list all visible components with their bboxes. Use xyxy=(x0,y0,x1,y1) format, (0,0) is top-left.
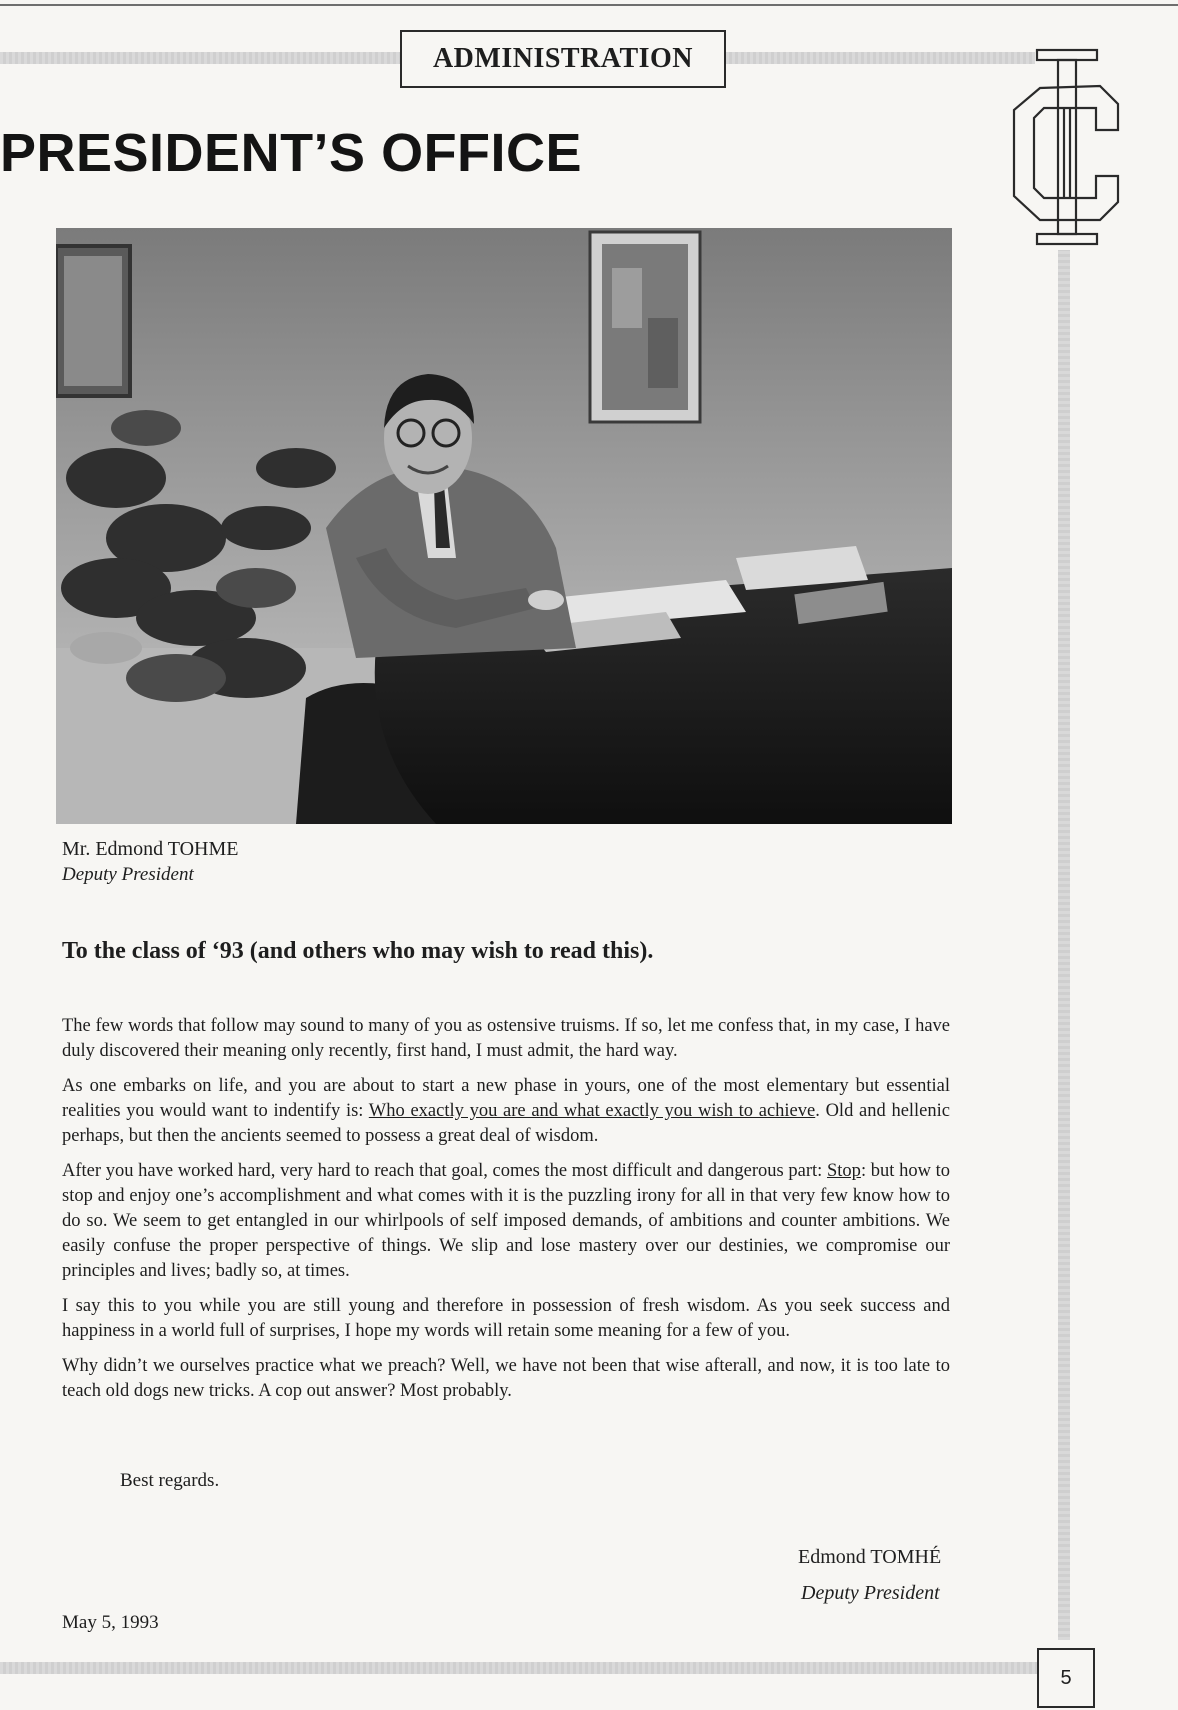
paragraph-3-underlined: Stop xyxy=(827,1161,861,1181)
photo-caption-name: Mr. Edmond TOHME xyxy=(62,838,239,860)
paragraph-2-text-end: . Old and hellenic perhaps, but then the ancients seemed to possess a great deal of wisdom. xyxy=(62,1101,950,1146)
paragraph-3-text-end: : but how to stop and enjoy one’s accomplishment and what comes with it is the puzzling irony for all in that very few know how to do so. We seem to get entangled in our whirlpools of self imposed demands, of ambitions and counter ambitions. We easily confuse the proper perspective of things. We slip and lose mastery over our destinies, we compromise our principles and lives; badly so, at times. xyxy=(62,1161,950,1281)
college-logo-icon xyxy=(1000,48,1130,248)
letter-date: May 5, 1993 xyxy=(62,1612,159,1633)
paragraph-4: I say this to you while you are still young and therefore in possession of fresh wisdom. As you seek success and happiness in a world full of surprises, I hope my words will retain some meaning for a few of you. xyxy=(62,1296,950,1341)
paragraph-1: The few words that follow may sound to many of you as ostensive truisms. If so, let me confess that, in my case, I have duly discovered their meaning only recently, first hand, I must admit, the hard way. xyxy=(62,1016,950,1061)
closing-line: Best regards. xyxy=(120,1470,220,1491)
photo-caption-title: Deputy President xyxy=(62,864,194,885)
letter-body xyxy=(62,1014,950,1414)
deputy-president-photo xyxy=(56,228,952,824)
signature-title: Deputy President xyxy=(801,1582,940,1604)
paragraph-3-text: After you have worked hard, very hard to reach that goal, comes the most difficult and dangerous part: xyxy=(62,1161,827,1181)
paragraph-2-underlined: Who exactly you are and what exactly you wish to achieve xyxy=(368,1101,816,1121)
paragraph-3 xyxy=(62,1159,950,1284)
letter-heading: To the class of ‘93 (and others who may wish to read this). xyxy=(62,938,654,964)
paragraph-2 xyxy=(62,1074,950,1149)
side-band xyxy=(1058,250,1070,1640)
top-rule xyxy=(0,4,1178,6)
section-label: ADMINISTRATION xyxy=(400,30,726,88)
page-number: 5 xyxy=(1037,1648,1095,1708)
page-title: PRESIDENT’S OFFICE xyxy=(0,123,583,183)
paragraph-5: Why didn’t we ourselves practice what we preach? Well, we have not been that wise afterall, and now, it is too late to teach old dogs new tricks. A cop out answer? Most probably. xyxy=(62,1356,950,1401)
signature-name: Edmond TOMHÉ xyxy=(798,1546,942,1568)
footer-band xyxy=(0,1662,1045,1674)
paragraph-2-text: As one embarks on life, and you are about to start a new phase in yours, one of the most elementary but essential realities you would want to indentify is: xyxy=(62,1076,950,1121)
